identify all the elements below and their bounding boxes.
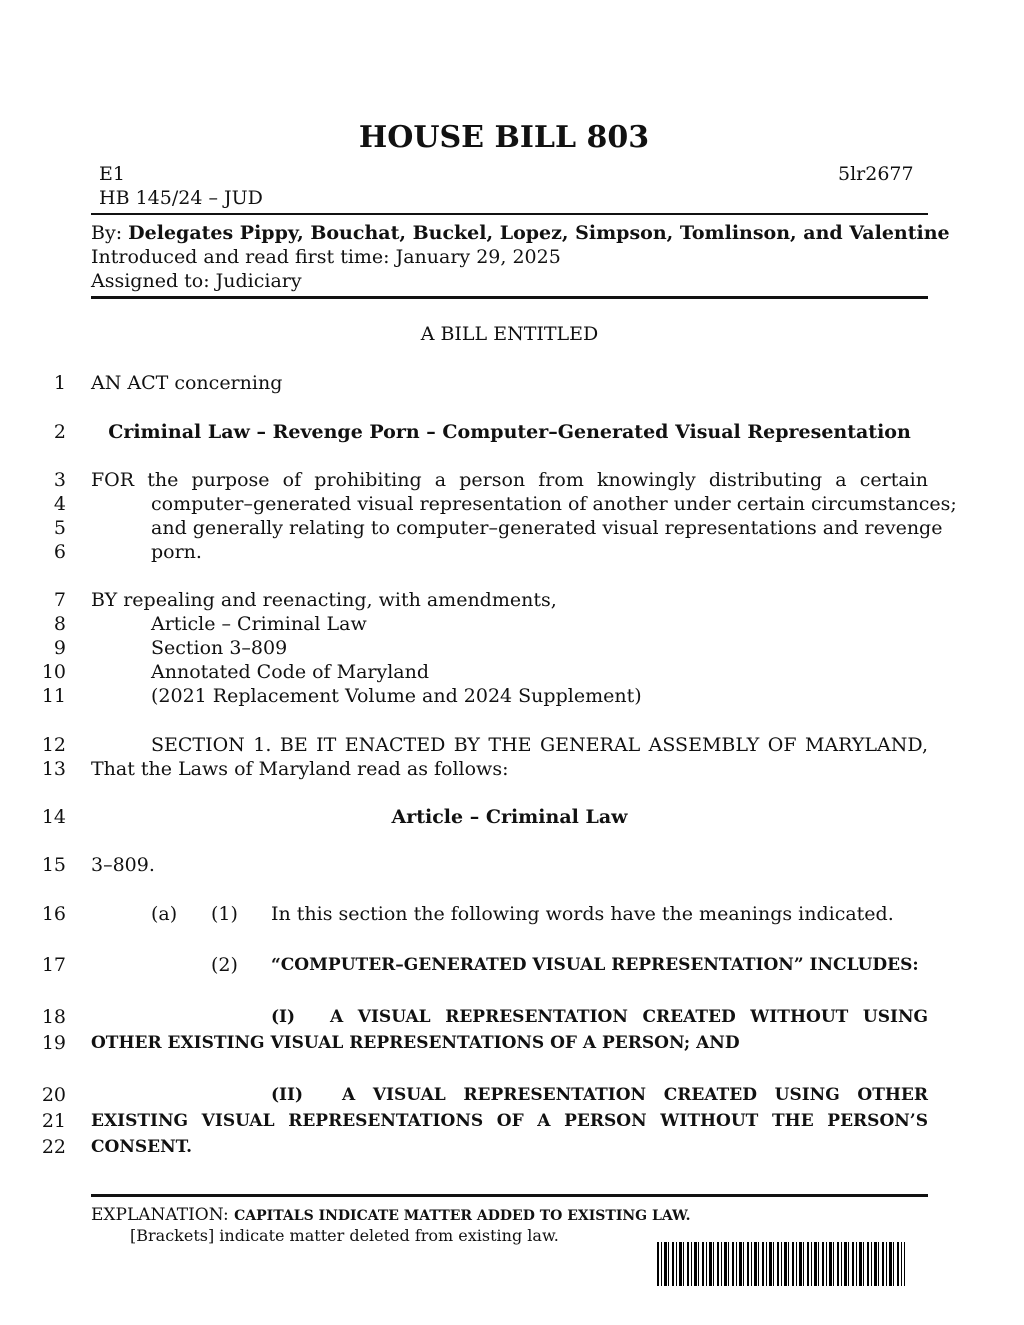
line-number: 11	[41, 685, 66, 707]
line-number: 2	[53, 421, 66, 443]
explanation-caps: CAPITALS INDICATE MATTER ADDED TO EXISTING LAW.	[234, 1208, 691, 1224]
item-ii-text: A VISUAL REPRESENTATION CREATED USING OTHER	[342, 1085, 928, 1105]
assigned-line: Assigned to: Judiciary	[91, 270, 302, 292]
line-number: 6	[53, 541, 66, 563]
sponsors: Delegates Pippy, Bouchat, Buckel, Lopez, Simpson, Tomlinson, and Valentine	[128, 222, 950, 244]
header-divider-top	[91, 213, 928, 215]
sponsors-line	[91, 222, 950, 244]
purpose-line: FOR the purpose of prohibiting a person from knowingly distributing a certain	[91, 469, 928, 491]
line-number: 22	[41, 1136, 66, 1158]
line-number: 12	[41, 734, 66, 756]
section-reference: Section 3–809	[151, 637, 288, 659]
line-number: 4	[53, 493, 66, 515]
paragraph-1: (1)	[211, 903, 238, 925]
line-number: 19	[41, 1032, 66, 1054]
enacting-clause-continued: That the Laws of Maryland read as follows:	[91, 758, 509, 780]
volume-reference: (2021 Replacement Volume and 2024 Supplement)	[151, 685, 642, 707]
line-number: 5	[53, 517, 66, 539]
act-concerning: AN ACT concerning	[91, 372, 283, 394]
line-number: 9	[53, 637, 66, 659]
barcode	[657, 1242, 905, 1286]
item-ii-text-end: CONSENT.	[91, 1137, 193, 1157]
line-number: 17	[41, 954, 66, 976]
section-number: 3–809.	[91, 854, 155, 876]
item-ii-text-continued: EXISTING VISUAL REPRESENTATIONS OF A PERSON WITHOUT THE PERSON’S	[91, 1111, 928, 1131]
bill-code-left: E1	[99, 163, 125, 185]
by-label: By:	[91, 222, 123, 244]
by-repealing: BY repealing and reenacting, with amendments,	[91, 589, 557, 611]
definitions-intro: In this section the following words have the meanings indicated.	[271, 903, 894, 925]
enacting-clause: SECTION 1. BE IT ENACTED BY THE GENERAL ASSEMBLY OF MARYLAND,	[151, 734, 928, 756]
line-number: 7	[53, 589, 66, 611]
purpose-line: computer–generated visual representation of another under certain circumstances;	[151, 493, 957, 515]
item-i-text: A VISUAL REPRESENTATION CREATED WITHOUT USING	[330, 1007, 928, 1027]
footer-divider	[91, 1194, 928, 1197]
code-reference: Annotated Code of Maryland	[151, 661, 430, 683]
line-number: 13	[41, 758, 66, 780]
line-number: 10	[41, 661, 66, 683]
brackets-explanation: [Brackets] indicate matter deleted from existing law.	[130, 1226, 559, 1245]
bill-title: HOUSE BILL 803	[358, 120, 650, 155]
bill-code-right: 5lr2677	[838, 163, 914, 185]
line-number: 3	[53, 469, 66, 491]
item-i-text-continued: OTHER EXISTING VISUAL REPRESENTATIONS OF A PERSON; AND	[91, 1033, 740, 1053]
purpose-line: and generally relating to computer–generated visual representations and revenge	[151, 517, 943, 539]
header-divider-bottom	[91, 296, 928, 299]
bill-subject: Criminal Law – Revenge Porn – Computer–Generated Visual Representation	[108, 421, 911, 443]
line-number: 21	[41, 1110, 66, 1132]
line-number: 8	[53, 613, 66, 635]
line-number: 20	[41, 1084, 66, 1106]
subsection-a: (a)	[151, 903, 178, 925]
article-heading: Article – Criminal Law	[391, 806, 628, 828]
line-number: 14	[41, 806, 66, 828]
line-number: 18	[41, 1006, 66, 1028]
explanation-label: EXPLANATION:	[91, 1205, 229, 1225]
line-number: 1	[53, 372, 66, 394]
item-i-label: (I)	[271, 1007, 296, 1027]
bill-entitled-heading: A BILL ENTITLED	[420, 323, 599, 345]
article-reference: Article – Criminal Law	[151, 613, 367, 635]
introduced-line: Introduced and read first time: January 29, 2025	[91, 246, 561, 268]
item-ii-label: (II)	[271, 1085, 303, 1105]
definition-term: “COMPUTER–GENERATED VISUAL REPRESENTATION” INCLUDES:	[271, 955, 919, 975]
line-number: 16	[41, 903, 66, 925]
line-number: 15	[41, 854, 66, 876]
prior-bill-reference: HB 145/24 – JUD	[99, 187, 263, 209]
purpose-line: porn.	[151, 541, 202, 563]
explanation-line	[91, 1205, 690, 1225]
paragraph-2: (2)	[211, 954, 238, 976]
